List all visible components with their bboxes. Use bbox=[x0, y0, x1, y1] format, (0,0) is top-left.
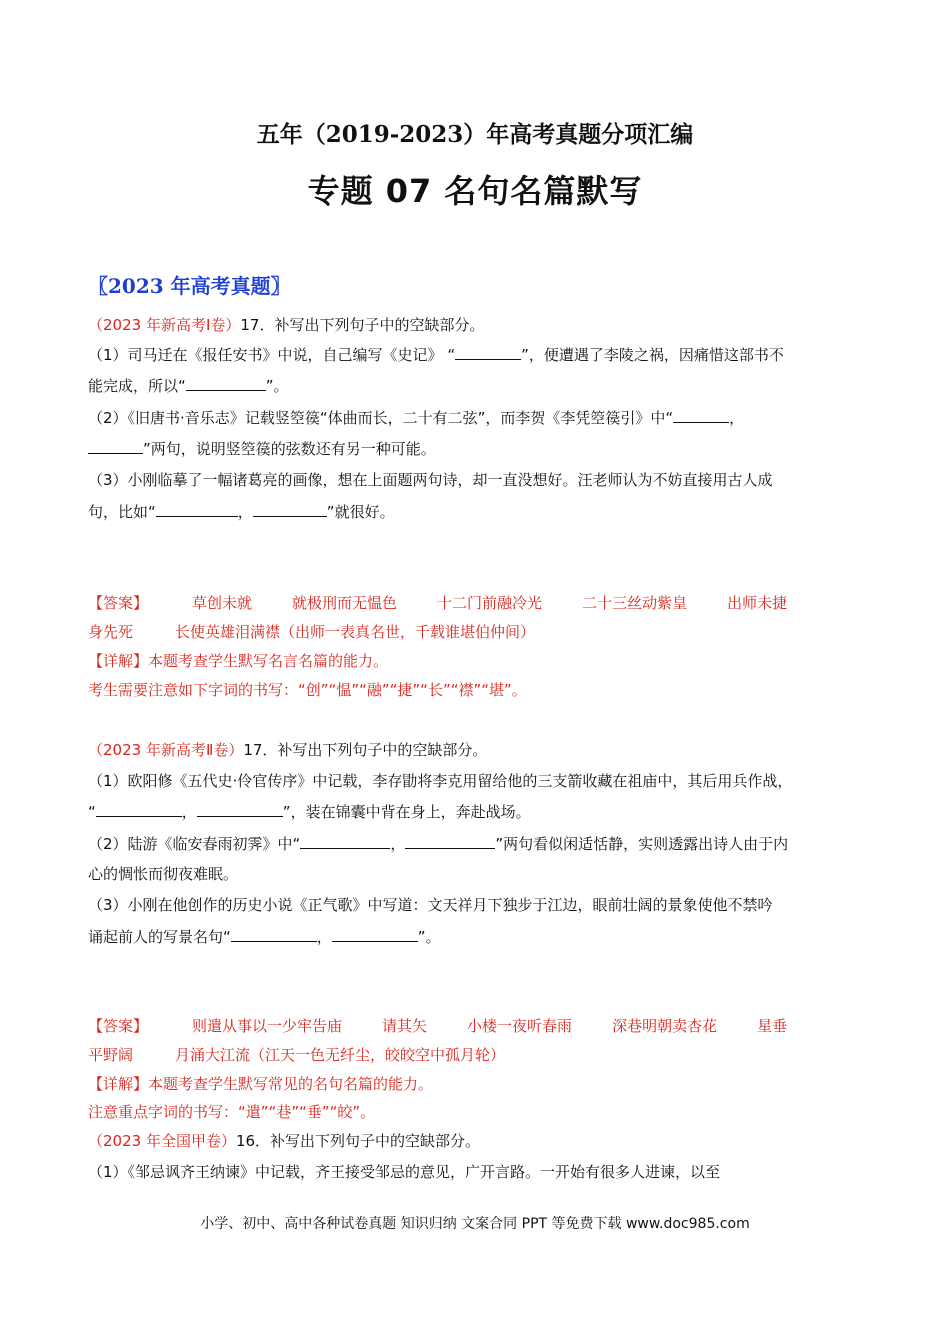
q3-part1-line1 bbox=[88, 1162, 720, 1182]
document-title: 五年（2019-2023）年高考真题分项汇编 bbox=[256, 121, 694, 148]
answer-item: 则遣从事以一少牢告庙 bbox=[192, 1017, 343, 1035]
a2-answer-line2 bbox=[88, 1045, 505, 1065]
a1-answer-line1 bbox=[88, 593, 787, 613]
q2-source: （2023 年新高考Ⅱ卷） bbox=[88, 741, 244, 759]
q1-part1-text-d: ”。 bbox=[265, 377, 289, 395]
q1-stem: 17．补写出下列句子中的空缺部分。 bbox=[240, 316, 485, 334]
q1-part2-text-a: （2）《旧唐书·音乐志》记载竖箜篌“体曲而长，二十有二弦”，而李贺《李凭箜篌引》中“ bbox=[88, 409, 674, 427]
answer-item: 深巷明朝卖杏花 bbox=[612, 1017, 718, 1035]
q1-part3-line1 bbox=[88, 470, 773, 490]
q2-part2-text-b: ， bbox=[390, 835, 406, 853]
q2-part3-text-c: ， bbox=[316, 928, 332, 946]
answer-blank bbox=[673, 408, 729, 423]
q1-stem-line bbox=[88, 315, 484, 335]
answer-item: 草创未就 bbox=[192, 594, 253, 612]
q2-part1-text-c: ， bbox=[181, 803, 197, 821]
answer-blank bbox=[231, 927, 317, 942]
q2-part3-text-d: ”。 bbox=[417, 928, 441, 946]
answer-label: 【答案】 bbox=[88, 594, 149, 612]
answer-blank bbox=[186, 376, 266, 391]
answer-item: 请其矢 bbox=[382, 1017, 428, 1035]
page-footer: 小学、初中、高中各种试卷真题 知识归纳 文案合同 PPT 等免费下载 www.doc985.com bbox=[200, 1216, 750, 1232]
a1-detail: 【详解】本题考查学生默写名言名篇的能力。 bbox=[88, 652, 389, 670]
answer-item: 平野阔 bbox=[88, 1046, 134, 1064]
q1-part2-text-c: ”两句，说明竖箜篌的弦数还有另一种可能。 bbox=[143, 440, 436, 458]
answer-blank bbox=[88, 439, 143, 454]
q1-part2-text-b: ， bbox=[729, 409, 745, 427]
a1-note: 考生需要注意如下字词的书写：“创”“愠”“融”“捷”“长”“襟”“堪”。 bbox=[88, 681, 527, 699]
q2-part1-line1 bbox=[88, 771, 792, 791]
answer-blank bbox=[332, 927, 418, 942]
q2-part1-line2 bbox=[88, 802, 531, 822]
q2-part1-text-d: ”，装在锦囊中背在身上，奔赴战场。 bbox=[282, 803, 531, 821]
answer-item: 出师未捷 bbox=[727, 594, 788, 612]
a2-answer-line1 bbox=[88, 1016, 787, 1036]
answer-item: 月涌大江流（江天一色无纤尘，皎皎空中孤月轮） bbox=[175, 1046, 506, 1064]
answer-blank bbox=[156, 502, 238, 517]
q2-part3-text-a: （3）小刚在他创作的历史小说《正气歌》中写道：文天祥月下独步于江边，眼前壮阔的景象使他不禁吟 bbox=[88, 896, 773, 914]
q2-part1-text-b: “ bbox=[88, 803, 96, 821]
q1-part2-line2 bbox=[88, 439, 436, 459]
topic-title: 专题 07 名句名篇默写 bbox=[307, 172, 643, 210]
answer-item: 长使英雄泪满襟（出师一表真名世，千载谁堪伯仲间） bbox=[175, 623, 536, 641]
q2-part2-text-d: 心的惆怅而彻夜难眠。 bbox=[88, 865, 239, 883]
a1-answer-line2 bbox=[88, 622, 535, 642]
q2-stem-line bbox=[88, 740, 487, 760]
answer-item: 小楼一夜听春雨 bbox=[467, 1017, 573, 1035]
answer-blank bbox=[253, 502, 327, 517]
q2-part2-line1 bbox=[88, 834, 788, 854]
q1-part1-text-b: ”，便遭遇了李陵之祸，因痛惜这部书不 bbox=[521, 346, 784, 364]
q1-source: （2023 年新高考Ⅰ卷） bbox=[88, 316, 241, 334]
q2-part1-text-a: （1）欧阳修《五代史·伶官传序》中记载，李存勖将李克用留给他的三支箭收藏在祖庙中，其后用兵作战， bbox=[88, 772, 793, 790]
section-heading: 〖2023 年高考真题〗 bbox=[88, 274, 291, 298]
answer-label: 【答案】 bbox=[88, 1017, 149, 1035]
q2-part3-line2 bbox=[88, 927, 441, 947]
answer-item: 就极刑而无愠色 bbox=[292, 594, 398, 612]
q2-part2-text-a: （2）陆游《临安春雨初霁》中“ bbox=[88, 835, 301, 853]
answer-blank bbox=[455, 345, 521, 360]
q1-part3-text-a: （3）小刚临摹了一幅诸葛亮的画像，想在上面题两句诗，却一直没想好。汪老师认为不妨直接用古人成 bbox=[88, 471, 773, 489]
answer-blank bbox=[300, 834, 390, 849]
q2-part2-line2 bbox=[88, 864, 238, 884]
q1-part1-text-a: （1）司马迁在《报任安书》中说，自己编写《史记》 “ bbox=[88, 346, 456, 364]
q3-stem-line bbox=[88, 1131, 480, 1151]
q1-part3-text-b: 句，比如“ bbox=[88, 503, 156, 521]
q1-part1-line2 bbox=[88, 376, 289, 396]
q2-part2-text-c: ”两句看似闲适恬静，实则透露出诗人由于内 bbox=[495, 835, 789, 853]
a2-note: 注意重点字词的书写：“遣”“巷”“垂”“皎”。 bbox=[88, 1103, 376, 1121]
q1-part3-text-d: ”就很好。 bbox=[326, 503, 395, 521]
answer-blank bbox=[197, 802, 283, 817]
answer-item: 身先死 bbox=[88, 623, 134, 641]
q2-part3-line1 bbox=[88, 895, 773, 915]
answer-blank bbox=[405, 834, 495, 849]
q1-part2-line1 bbox=[88, 408, 744, 428]
answer-item: 十二门前融冷光 bbox=[437, 594, 543, 612]
q1-part1-text-c: 能完成，所以“ bbox=[88, 377, 186, 395]
answer-item: 二十三丝动紫皇 bbox=[582, 594, 688, 612]
answer-item: 星垂 bbox=[757, 1017, 788, 1035]
q1-part3-line2 bbox=[88, 502, 395, 522]
q3-source: （2023 年全国甲卷） bbox=[88, 1132, 236, 1150]
q2-stem: 17．补写出下列句子中的空缺部分。 bbox=[243, 741, 488, 759]
answer-blank bbox=[96, 802, 182, 817]
q1-part1-line1 bbox=[88, 345, 784, 365]
q1-part3-text-c: ， bbox=[237, 503, 253, 521]
q3-part1-text-a: （1）《邹忌讽齐王纳谏》中记载，齐王接受邹忌的意见，广开言路。一开始有很多人进谏，以至 bbox=[88, 1163, 721, 1181]
q3-stem: 16．补写出下列句子中的空缺部分。 bbox=[235, 1132, 481, 1150]
q2-part3-text-b: 诵起前人的写景名句“ bbox=[88, 928, 231, 946]
a2-detail: 【详解】本题考查学生默写常见的名句名篇的能力。 bbox=[88, 1075, 434, 1093]
